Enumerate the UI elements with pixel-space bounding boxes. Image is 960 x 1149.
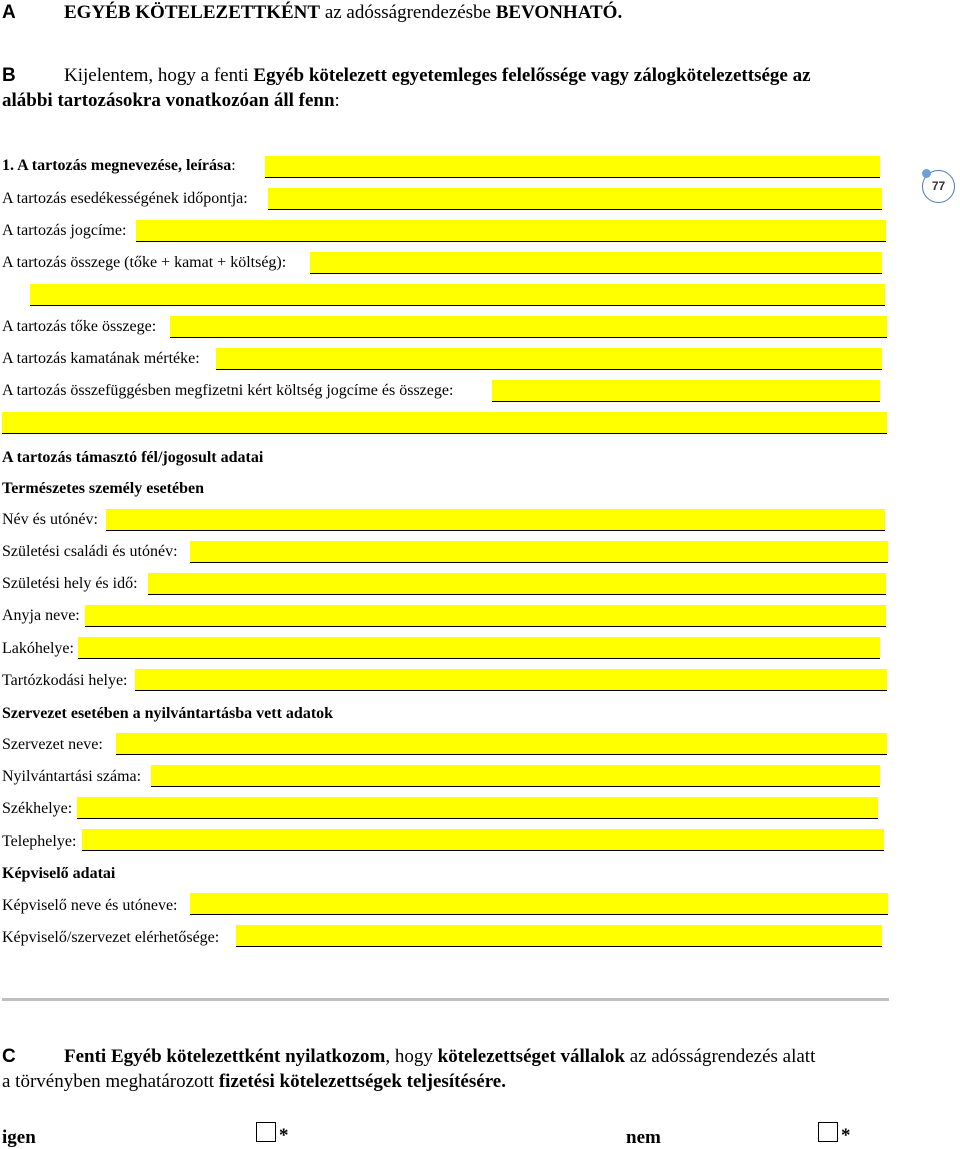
debt-cost-field[interactable] <box>492 380 880 402</box>
stay-field[interactable] <box>135 669 887 691</box>
reg-no-label: Nyilvántartási száma: <box>2 768 142 785</box>
creditor-name-label: Név és utónév: <box>2 511 98 528</box>
section-a-normal: az adósságrendezésbe <box>324 2 491 23</box>
creditor-name-field[interactable] <box>106 509 885 531</box>
seat-label: Székhelye: <box>2 800 73 817</box>
page-number-badge: 77 <box>922 170 955 203</box>
section-c-l1-d: az adósságrendezés alatt <box>629 1046 816 1067</box>
residence-label: Lakóhelye: <box>2 640 74 657</box>
birth-place-label: Születési hely és idő: <box>2 575 138 592</box>
section-b-line1-a: Kijelentem, hogy a fenti <box>64 65 249 86</box>
org-name-field[interactable] <box>116 733 887 755</box>
section-a-bold: EGYÉB KÖTELEZETTKÉNT <box>64 2 321 23</box>
yes-checkbox[interactable] <box>256 1122 276 1142</box>
org-name-label: Szervezet neve: <box>2 736 103 753</box>
creditor-heading: A tartozás támasztó fél/jogosult adatai <box>2 449 264 466</box>
debt-title-label: A tartozás jogcíme: <box>2 222 127 239</box>
org-heading: Szervezet esetében a nyilvántartásba vett adatok <box>2 705 334 722</box>
section-b-line1-b: Egyéb kötelezett egyetemleges felelőssége vagy zálogkötelezettsége az <box>253 65 811 86</box>
section-c-l2-a: a törvényben meghatározott <box>2 1071 215 1092</box>
rep-name-label: Képviselő neve és utóneve: <box>2 897 178 914</box>
site-label: Telephelye: <box>2 833 77 850</box>
section-a-bold2: BEVONHATÓ. <box>495 2 623 23</box>
section-a-letter: A <box>2 2 16 23</box>
yes-label: igen <box>2 1127 36 1148</box>
natural-person-heading: Természetes személy esetében <box>2 480 204 497</box>
debt-name-field[interactable] <box>265 156 880 178</box>
seat-field[interactable] <box>77 797 878 819</box>
debt-name-label: 1. A tartozás megnevezése, leírása: <box>2 157 236 174</box>
rep-contact-field[interactable] <box>236 925 882 947</box>
mother-name-label: Anyja neve: <box>2 607 80 624</box>
rep-contact-label: Képviselő/szervezet elérhetősége: <box>2 929 220 946</box>
section-c-l1-b: , hogy <box>385 1046 433 1067</box>
section-c-line2 <box>2 1071 506 1093</box>
mother-name-field[interactable] <box>85 605 886 627</box>
section-b-line2-a: alábbi tartozásokra vonatkozóan áll fenn <box>2 90 335 111</box>
birth-place-field[interactable] <box>148 573 886 595</box>
reg-no-field[interactable] <box>151 765 880 787</box>
badge-dot-icon <box>922 169 931 178</box>
section-a-text <box>64 2 622 24</box>
section-divider <box>2 998 889 1001</box>
debt-due-label: A tartozás esedékességének időpontja: <box>2 190 248 207</box>
section-c-l2-b: fizetési kötelezettségek teljesítésére. <box>218 1071 506 1092</box>
stay-label: Tartózkodási helye: <box>2 672 128 689</box>
debt-amount-label: A tartozás összege (tőke + kamat + költség): <box>2 254 287 271</box>
rep-heading: Képviselő adatai <box>2 865 116 882</box>
birth-name-label: Születési családi és utónév: <box>2 543 178 560</box>
site-field[interactable] <box>82 829 884 851</box>
birth-name-field[interactable] <box>190 541 888 563</box>
no-checkbox[interactable] <box>818 1122 838 1142</box>
residence-field[interactable] <box>78 637 880 659</box>
debt-amount-field[interactable] <box>310 252 882 274</box>
section-c-l1-a: Fenti Egyéb kötelezettként nyilatkozom <box>64 1046 386 1067</box>
section-b-letter: B <box>2 65 16 86</box>
yes-asterisk: * <box>279 1125 289 1146</box>
debt-interest-field[interactable] <box>216 348 882 370</box>
section-c-l1-c: kötelezettséget vállalok <box>437 1046 625 1067</box>
debt-principal-label: A tartozás tőke összege: <box>2 318 157 335</box>
debt-title-field[interactable] <box>136 220 886 242</box>
no-asterisk: * <box>841 1125 851 1146</box>
debt-due-field[interactable] <box>268 188 882 210</box>
section-b-line2 <box>2 90 340 112</box>
no-label: nem <box>626 1127 661 1148</box>
debt-cost-label: A tartozás összefüggésben megfizetni kért költség jogcíme és összege: <box>2 382 454 399</box>
section-b-line2-b: : <box>334 90 340 111</box>
section-b-line1 <box>64 65 811 87</box>
debt-interest-label: A tartozás kamatának mértéke: <box>2 350 200 367</box>
debt-cost-field-cont[interactable] <box>2 412 887 434</box>
debt-principal-field[interactable] <box>170 316 887 338</box>
rep-name-field[interactable] <box>190 893 888 915</box>
section-c-letter: C <box>2 1046 16 1067</box>
debt-amount-field-cont[interactable] <box>30 284 885 306</box>
section-c-line1 <box>64 1046 815 1068</box>
